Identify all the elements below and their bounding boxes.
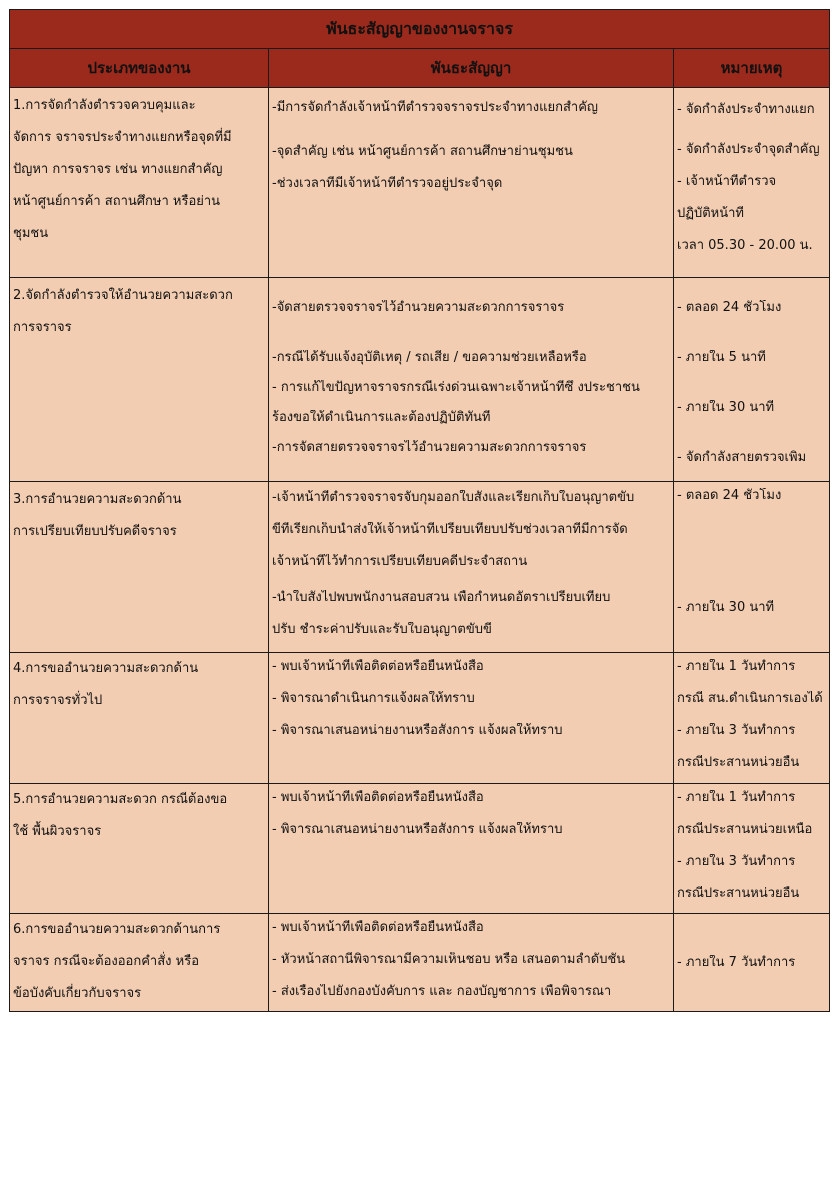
remark-line: กรณี สน.ดำเนินการเองได้ (677, 691, 823, 706)
remark-line: - ตลอด 24 ชั่วโมง (677, 488, 782, 503)
remark-cell (674, 88, 830, 278)
pledge-cell (269, 88, 674, 278)
pledge-line: ร้องขอให้ดำเนินการและต้องปฏิบัติทันที (272, 410, 491, 425)
pledge-line: -ช่วงเวลาที่มีเจ้าหน้าที่ตำรวจอยู่ประจำจุด (272, 176, 503, 191)
pledge-line: -จุดสำคัญ เช่น หน้าศูนย์การค้า สถานศึกษาย่านชุมชน (272, 144, 573, 159)
remark-line: กรณีประสานหน่วยเหนือ (677, 822, 813, 837)
table-row (10, 653, 830, 784)
remark-line: - จัดกำลังสายตรวจเพิ่ม (677, 450, 807, 465)
remark-cell (674, 653, 830, 784)
pledge-line: - พิจารณาเสนอหน่ายงานหรือสั่งการ แจ้งผลให้ทราบ (272, 822, 563, 837)
remark-line: - ตลอด 24 ชั่วโมง (677, 300, 782, 315)
pledge-line: - พบเจ้าหน้าที่เพื่อติดต่อหรือยื่นหนังสือ (272, 920, 484, 935)
remark-line: ปฏิบัติหน้าที่ (677, 206, 744, 221)
remark-line: กรณีประสานหน่วยอื่น (677, 755, 800, 770)
pledge-line: - พิจารณาเสนอหน่ายงานหรือสั่งการ แจ้งผลให้ทราบ (272, 723, 563, 738)
work-type-cell (10, 482, 269, 653)
work-type-line: 2.จัดกำลังตำรวจให้อำนวยความสะดวก (13, 288, 233, 303)
work-type-line: 5.การอำนวยความสะดวก กรณีต้องขอ (13, 792, 228, 807)
remark-line: - ภายใน 30 นาที (677, 600, 775, 615)
work-type-line: ใช้ พื้นผิวจราจร (13, 824, 102, 839)
remark-line: - ภายใน 30 นาที (677, 400, 775, 415)
work-type-line: ปัญหา การจราจร เช่น ทางแยกสำคัญ (13, 162, 223, 177)
pledge-line: เจ้าหน้าที่ไว้ทำการเปรียบเทียบคดีประจำสถาน (272, 554, 528, 569)
work-type-cell (10, 653, 269, 784)
work-type-line: จัดการ จราจรประจำทางแยกหรือจุดที่มี (13, 130, 232, 145)
table-row (10, 278, 830, 482)
pledge-table (9, 9, 830, 1012)
pledge-line: - ส่งเรื่องไปยังกองบังคับการ และ กองบัญชาการ เพื่อพิจารณา (272, 984, 612, 999)
remark-line: กรณีประสานหน่วยอื่น (677, 886, 800, 901)
work-type-line: ข้อบังคับเกี่ยวกับจราจร (13, 986, 142, 1001)
remark-line: - เจ้าหน้าที่ตำรวจ (677, 174, 777, 189)
pledge-line: -เจ้าหน้าที่ตำรวจจราจรจับกุมออกใบสั่งและเรียกเก็บใบอนุญาตขับ (272, 490, 635, 505)
pledge-line: - พบเจ้าหน้าที่เพื่อติดต่อหรือยื่นหนังสือ (272, 659, 484, 674)
table-row (10, 482, 830, 653)
pledge-line: ปรับ ชำระค่าปรับและรับใบอนุญาตขับขี่ (272, 622, 492, 637)
work-type-line: 3.การอำนวยความสะดวกด้าน (13, 492, 182, 507)
work-type-line: 6.การขออำนวยความสะดวกด้านการ (13, 922, 221, 937)
pledge-cell (269, 653, 674, 784)
work-type-line: 4.การขออำนวยความสะดวกด้าน (13, 661, 199, 676)
work-type-line: การจราจร (13, 320, 72, 335)
pledge-line: -จัดสายตรวจจราจรไว้อำนวยความสะดวกการจราจร (272, 300, 565, 315)
work-type-cell (10, 88, 269, 278)
table-row (10, 914, 830, 1012)
work-type-line: การเปรียบเทียบปรับคดีจราจร (13, 524, 177, 539)
remark-line: - ภายใน 1 วันทำการ (677, 659, 796, 674)
work-type-line: การจราจรทั่วไป (13, 693, 103, 708)
remark-cell (674, 784, 830, 914)
pledge-cell (269, 278, 674, 482)
pledge-cell (269, 914, 674, 1012)
work-type-line: 1.การจัดกำลังตำรวจควบคุมและ (13, 98, 196, 113)
table-title: พันธะสัญญาของงานจราจร (10, 10, 830, 49)
traffic-pledge-sheet (9, 9, 829, 1012)
pledge-line: ขี่ที่เรียกเก็บนำส่งให้เจ้าหน้าที่เปรียบเทียบปรับช่วงเวลาที่มีการจัด (272, 522, 628, 537)
remark-line: - ภายใน 3 วันทำการ (677, 854, 796, 869)
pledge-line: - การแก้ไขปัญหาจราจรกรณีเร่งด่วนเฉพาะเจ้าหน้าที่ซึ่ งประชาชน (272, 380, 640, 395)
remark-line: - ภายใน 7 วันทำการ (677, 954, 796, 970)
pledge-line: -นำใบสั่งไปพบพนักงานสอบสวน เพื่อกำหนดอัตราเปรียบเทียบ (272, 590, 611, 605)
pledge-line: - พิจารณาดำเนินการแจ้งผลให้ทราบ (272, 691, 475, 706)
pledge-line: - พบเจ้าหน้าที่เพื่อติดต่อหรือยื่นหนังสือ (272, 790, 484, 805)
remark-line: - ภายใน 1 วันทำการ (677, 790, 796, 805)
remark-line: เวลา 05.30 - 20.00 น. (677, 238, 813, 253)
remark-line: - ภายใน 3 วันทำการ (677, 723, 796, 738)
work-type-cell (10, 784, 269, 914)
remark-cell (674, 914, 830, 1012)
pledge-cell (269, 784, 674, 914)
remark-line: - ภายใน 5 นาที (677, 350, 766, 365)
pledge-line: -กรณีได้รับแจ้งอุบัติเหตุ / รถเสีย / ขอความช่วยเหลือหรือ (272, 350, 587, 365)
work-type-cell (10, 278, 269, 482)
pledge-line: -มีการจัดกำลังเจ้าหน้าที่ตำรวจจราจรประจำทางแยกสำคัญ (272, 100, 599, 115)
header-remark: หมายเหตุ (674, 49, 830, 88)
pledge-cell (269, 482, 674, 653)
remark-cell (674, 278, 830, 482)
pledge-line: - หัวหน้าสถานีพิจารณามีความเห็นชอบ หรือ เสนอตามลำดับชั้น (272, 952, 626, 967)
work-type-cell (10, 914, 269, 1012)
table-row (10, 784, 830, 914)
header-work-type: ประเภทของงาน (10, 49, 269, 88)
remark-cell (674, 482, 830, 653)
work-type-line: ชุมชน (13, 226, 49, 241)
header-pledge: พันธะสัญญา (269, 49, 674, 88)
work-type-line: จราจร กรณีจะต้องออกคำสั่ง หรือ (13, 954, 199, 969)
work-type-line: หน้าศูนย์การค้า สถานศึกษา หรือย่าน (13, 194, 221, 209)
remark-line: - จัดกำลังประจำทางแยก (677, 102, 815, 117)
table-row (10, 88, 830, 278)
remark-line: - จัดกำลังประจำจุดสำคัญ (677, 142, 820, 157)
pledge-line: -การจัดสายตรวจจราจรไว้อำนวยความสะดวกการจราจร (272, 440, 587, 455)
